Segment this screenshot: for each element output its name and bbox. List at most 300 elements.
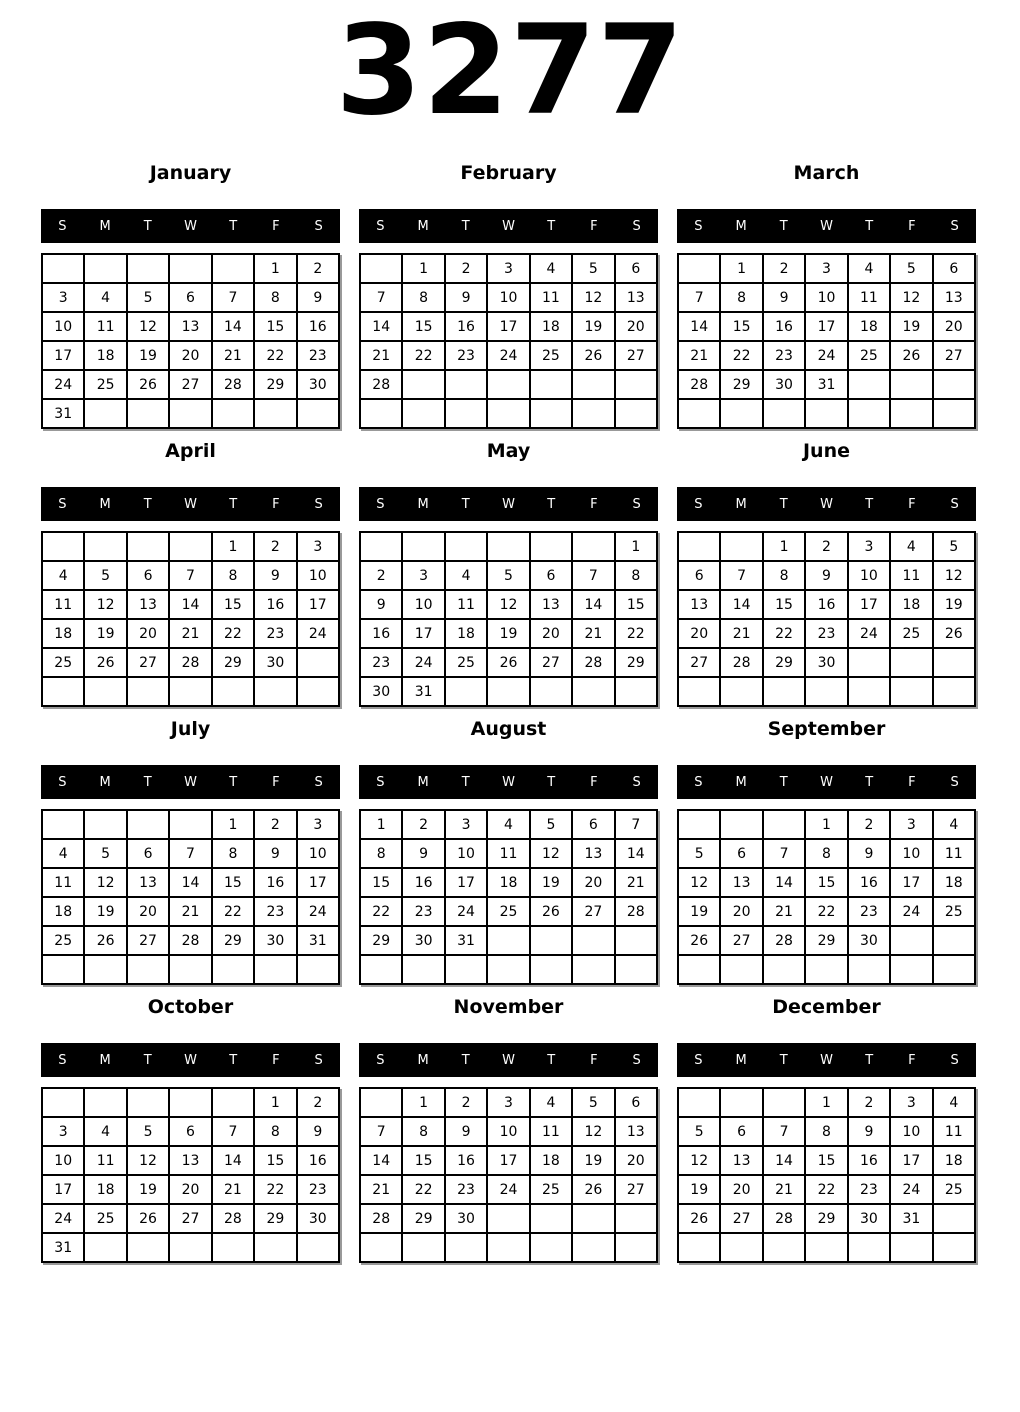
day-cell: 17	[488, 313, 528, 340]
day-cell: 8	[403, 1118, 443, 1145]
weekday-label: S	[694, 1052, 703, 1068]
day-cell: 4	[43, 562, 83, 589]
day-cell: 12	[488, 591, 528, 618]
day-cell-empty	[616, 956, 656, 983]
weekday-label: F	[908, 496, 916, 512]
day-cell: 8	[403, 284, 443, 311]
day-cell: 15	[255, 1147, 295, 1174]
day-cell: 6	[531, 562, 571, 589]
day-cell-empty	[764, 400, 804, 427]
day-cell: 20	[170, 1176, 210, 1203]
day-cell-empty	[403, 371, 443, 398]
weekday-label: T	[143, 218, 152, 234]
day-cell-empty	[531, 927, 571, 954]
day-cell: 3	[488, 255, 528, 282]
day-cell: 11	[934, 1118, 974, 1145]
month-block	[677, 996, 976, 1263]
day-cell-empty	[213, 678, 253, 705]
month-title: September	[767, 718, 886, 741]
day-cell: 20	[934, 313, 974, 340]
day-cell: 30	[849, 1205, 889, 1232]
weekday-label: T	[143, 496, 152, 512]
day-grid	[359, 1087, 658, 1263]
day-cell: 6	[128, 562, 168, 589]
weekday-label: S	[632, 1052, 641, 1068]
weekday-label: T	[779, 774, 788, 790]
day-cell-empty	[764, 956, 804, 983]
day-cell: 2	[403, 811, 443, 838]
day-cell: 10	[446, 840, 486, 867]
day-cell: 18	[85, 342, 125, 369]
day-cell: 23	[255, 620, 295, 647]
day-cell-empty	[849, 1234, 889, 1261]
day-cell: 9	[446, 284, 486, 311]
day-cell: 5	[488, 562, 528, 589]
day-cell: 14	[170, 591, 210, 618]
day-cell: 25	[531, 1176, 571, 1203]
day-grid	[359, 253, 658, 429]
weekday-label: S	[376, 1052, 385, 1068]
day-cell: 9	[255, 562, 295, 589]
weekday-label: T	[461, 496, 470, 512]
day-cell-empty	[721, 533, 761, 560]
day-cell: 14	[361, 1147, 401, 1174]
day-cell-empty	[488, 371, 528, 398]
day-cell: 3	[891, 811, 931, 838]
day-cell-empty	[934, 649, 974, 676]
day-cell: 19	[128, 342, 168, 369]
day-cell-empty	[85, 533, 125, 560]
day-cell-empty	[128, 533, 168, 560]
day-cell: 26	[679, 1205, 719, 1232]
day-cell: 16	[255, 869, 295, 896]
day-cell-empty	[361, 956, 401, 983]
day-cell: 8	[361, 840, 401, 867]
day-cell: 15	[403, 1147, 443, 1174]
day-cell: 11	[43, 591, 83, 618]
weekday-label: S	[376, 774, 385, 790]
day-cell-empty	[85, 678, 125, 705]
day-cell: 1	[255, 1089, 295, 1116]
day-cell: 29	[616, 649, 656, 676]
day-cell: 10	[849, 562, 889, 589]
day-cell: 11	[891, 562, 931, 589]
day-cell-empty	[721, 956, 761, 983]
day-cell: 27	[721, 1205, 761, 1232]
month-title: May	[486, 440, 531, 463]
day-cell: 5	[679, 1118, 719, 1145]
day-cell: 5	[85, 840, 125, 867]
day-cell-empty	[170, 1089, 210, 1116]
day-cell: 16	[403, 869, 443, 896]
weekday-header-row	[359, 209, 658, 243]
weekday-label: S	[694, 774, 703, 790]
weekday-label: S	[58, 218, 67, 234]
weekday-label: W	[502, 1052, 515, 1068]
day-cell-empty	[403, 400, 443, 427]
day-cell: 15	[806, 1147, 846, 1174]
day-cell: 3	[403, 562, 443, 589]
day-cell: 26	[128, 371, 168, 398]
day-cell-empty	[403, 1234, 443, 1261]
day-cell-empty	[446, 400, 486, 427]
day-cell: 10	[43, 1147, 83, 1174]
day-cell: 10	[298, 562, 338, 589]
months-grid	[0, 162, 1020, 1263]
day-cell: 9	[255, 840, 295, 867]
day-cell: 2	[446, 255, 486, 282]
day-cell: 23	[446, 1176, 486, 1203]
day-cell-empty	[764, 1234, 804, 1261]
day-cell: 9	[298, 1118, 338, 1145]
weekday-label: S	[58, 496, 67, 512]
day-cell-empty	[891, 956, 931, 983]
day-cell: 2	[446, 1089, 486, 1116]
day-cell: 28	[213, 1205, 253, 1232]
weekday-label: F	[908, 774, 916, 790]
month-title: December	[772, 996, 881, 1019]
weekday-label: W	[502, 218, 515, 234]
day-cell-empty	[255, 956, 295, 983]
day-cell: 18	[446, 620, 486, 647]
day-cell: 1	[806, 811, 846, 838]
day-cell: 25	[446, 649, 486, 676]
day-cell: 6	[679, 562, 719, 589]
day-cell: 31	[446, 927, 486, 954]
day-cell: 22	[403, 342, 443, 369]
day-cell-empty	[85, 255, 125, 282]
day-cell: 24	[891, 1176, 931, 1203]
day-cell: 20	[721, 1176, 761, 1203]
day-cell-empty	[488, 1234, 528, 1261]
day-cell: 11	[43, 869, 83, 896]
year-title: 3277	[335, 0, 685, 143]
day-cell: 1	[721, 255, 761, 282]
day-cell-empty	[213, 1089, 253, 1116]
day-cell-empty	[531, 1205, 571, 1232]
day-cell: 24	[849, 620, 889, 647]
day-cell: 20	[128, 898, 168, 925]
day-cell: 17	[806, 313, 846, 340]
day-cell-empty	[170, 255, 210, 282]
day-cell-empty	[531, 400, 571, 427]
day-cell-empty	[806, 678, 846, 705]
day-cell: 13	[128, 869, 168, 896]
day-cell: 7	[361, 284, 401, 311]
weekday-header-row	[359, 1043, 658, 1077]
day-cell: 25	[43, 927, 83, 954]
day-cell: 12	[891, 284, 931, 311]
day-cell: 17	[298, 869, 338, 896]
day-cell: 18	[488, 869, 528, 896]
weekday-label: M	[735, 496, 747, 512]
day-cell: 22	[361, 898, 401, 925]
day-cell-empty	[85, 956, 125, 983]
day-cell: 29	[255, 1205, 295, 1232]
day-cell-empty	[849, 678, 889, 705]
day-grid	[359, 531, 658, 707]
day-cell: 12	[531, 840, 571, 867]
day-cell: 12	[934, 562, 974, 589]
day-cell-empty	[573, 678, 613, 705]
weekday-label: F	[908, 218, 916, 234]
weekday-label: W	[184, 218, 197, 234]
day-cell-empty	[85, 1234, 125, 1261]
day-cell-empty	[531, 956, 571, 983]
day-cell: 20	[573, 869, 613, 896]
day-cell: 22	[806, 1176, 846, 1203]
day-cell: 28	[361, 371, 401, 398]
day-cell-empty	[85, 811, 125, 838]
day-cell: 12	[679, 1147, 719, 1174]
day-cell: 16	[446, 1147, 486, 1174]
day-cell: 15	[616, 591, 656, 618]
day-cell-empty	[446, 371, 486, 398]
day-cell: 26	[531, 898, 571, 925]
weekday-label: T	[779, 1052, 788, 1068]
day-cell: 22	[213, 898, 253, 925]
day-cell: 21	[361, 1176, 401, 1203]
weekday-label: F	[590, 1052, 598, 1068]
weekday-label: W	[820, 774, 833, 790]
day-cell: 10	[43, 313, 83, 340]
weekday-label: F	[590, 774, 598, 790]
day-cell: 28	[764, 1205, 804, 1232]
day-cell-empty	[170, 1234, 210, 1261]
day-cell: 21	[679, 342, 719, 369]
day-cell-empty	[616, 1234, 656, 1261]
day-cell: 1	[361, 811, 401, 838]
day-cell: 27	[170, 371, 210, 398]
day-cell-empty	[679, 811, 719, 838]
day-cell: 23	[849, 1176, 889, 1203]
day-cell: 21	[616, 869, 656, 896]
day-cell: 6	[573, 811, 613, 838]
day-cell: 2	[764, 255, 804, 282]
day-cell-empty	[128, 678, 168, 705]
weekday-label: T	[779, 218, 788, 234]
day-cell: 27	[128, 649, 168, 676]
day-cell: 14	[573, 591, 613, 618]
day-cell: 10	[806, 284, 846, 311]
day-cell: 7	[764, 840, 804, 867]
day-cell: 16	[764, 313, 804, 340]
month-block	[359, 162, 658, 429]
day-cell: 31	[43, 1234, 83, 1261]
weekday-label: T	[547, 496, 556, 512]
day-cell-empty	[43, 1089, 83, 1116]
day-cell: 14	[213, 313, 253, 340]
day-cell: 13	[128, 591, 168, 618]
day-cell: 4	[446, 562, 486, 589]
day-cell: 28	[170, 927, 210, 954]
day-cell: 18	[531, 1147, 571, 1174]
day-cell: 21	[213, 342, 253, 369]
day-cell: 3	[849, 533, 889, 560]
day-cell: 11	[446, 591, 486, 618]
day-cell: 15	[255, 313, 295, 340]
day-cell: 25	[85, 1205, 125, 1232]
day-cell: 19	[573, 313, 613, 340]
day-cell: 6	[616, 1089, 656, 1116]
day-cell: 18	[531, 313, 571, 340]
day-cell-empty	[531, 678, 571, 705]
day-cell: 17	[488, 1147, 528, 1174]
day-cell: 29	[213, 649, 253, 676]
day-cell: 27	[679, 649, 719, 676]
day-cell-empty	[764, 1089, 804, 1116]
day-cell: 27	[128, 927, 168, 954]
weekday-label: F	[272, 496, 280, 512]
day-cell: 13	[679, 591, 719, 618]
day-cell-empty	[488, 927, 528, 954]
day-cell: 25	[891, 620, 931, 647]
day-cell: 30	[298, 1205, 338, 1232]
day-cell-empty	[891, 678, 931, 705]
weekday-label: S	[376, 218, 385, 234]
weekday-label: T	[865, 774, 874, 790]
day-cell: 29	[403, 1205, 443, 1232]
day-cell: 19	[531, 869, 571, 896]
day-cell-empty	[531, 1234, 571, 1261]
day-cell: 2	[361, 562, 401, 589]
day-cell-empty	[806, 956, 846, 983]
weekday-label: M	[735, 218, 747, 234]
month-title: February	[460, 162, 557, 185]
day-cell-empty	[764, 811, 804, 838]
day-cell: 10	[298, 840, 338, 867]
weekday-label: M	[417, 218, 429, 234]
day-cell-empty	[679, 1089, 719, 1116]
day-cell: 19	[85, 898, 125, 925]
day-cell-empty	[721, 678, 761, 705]
day-cell: 18	[934, 1147, 974, 1174]
day-cell-empty	[806, 400, 846, 427]
day-cell: 28	[721, 649, 761, 676]
day-cell: 2	[849, 811, 889, 838]
day-cell: 23	[446, 342, 486, 369]
day-cell: 2	[255, 811, 295, 838]
day-cell: 24	[298, 898, 338, 925]
day-cell: 2	[298, 1089, 338, 1116]
day-cell-empty	[170, 811, 210, 838]
day-cell-empty	[255, 400, 295, 427]
day-cell: 16	[255, 591, 295, 618]
day-cell: 24	[488, 342, 528, 369]
weekday-label: F	[908, 1052, 916, 1068]
day-cell: 28	[679, 371, 719, 398]
day-cell: 3	[43, 1118, 83, 1145]
day-cell: 4	[43, 840, 83, 867]
weekday-label: T	[547, 218, 556, 234]
day-cell: 4	[85, 1118, 125, 1145]
weekday-label: T	[865, 1052, 874, 1068]
day-cell: 11	[531, 1118, 571, 1145]
day-cell: 5	[128, 284, 168, 311]
day-cell-empty	[43, 956, 83, 983]
day-cell: 28	[170, 649, 210, 676]
day-cell-empty	[298, 678, 338, 705]
day-cell: 9	[298, 284, 338, 311]
day-cell-empty	[679, 678, 719, 705]
day-cell: 10	[488, 284, 528, 311]
day-cell: 26	[85, 927, 125, 954]
month-block	[41, 440, 340, 707]
day-cell: 4	[531, 1089, 571, 1116]
day-cell: 10	[891, 840, 931, 867]
day-cell: 17	[891, 1147, 931, 1174]
day-grid	[41, 253, 340, 429]
day-cell: 8	[255, 284, 295, 311]
day-cell: 31	[298, 927, 338, 954]
day-cell: 30	[446, 1205, 486, 1232]
weekday-label: T	[461, 1052, 470, 1068]
day-cell: 25	[488, 898, 528, 925]
day-cell: 13	[934, 284, 974, 311]
day-cell: 8	[806, 1118, 846, 1145]
day-cell: 10	[891, 1118, 931, 1145]
day-cell-empty	[255, 678, 295, 705]
day-cell-empty	[361, 400, 401, 427]
day-cell: 2	[806, 533, 846, 560]
weekday-label: W	[820, 1052, 833, 1068]
weekday-label: S	[694, 218, 703, 234]
day-cell: 22	[403, 1176, 443, 1203]
day-cell-empty	[573, 400, 613, 427]
day-cell: 9	[361, 591, 401, 618]
day-cell-empty	[213, 1234, 253, 1261]
day-cell: 28	[361, 1205, 401, 1232]
day-grid	[677, 809, 976, 985]
weekday-label: S	[314, 774, 323, 790]
day-cell-empty	[361, 255, 401, 282]
day-cell: 16	[806, 591, 846, 618]
day-cell: 15	[806, 869, 846, 896]
weekday-label: S	[376, 496, 385, 512]
day-cell: 3	[43, 284, 83, 311]
day-cell: 21	[764, 1176, 804, 1203]
day-cell-empty	[679, 400, 719, 427]
day-cell: 13	[616, 1118, 656, 1145]
day-cell: 13	[721, 1147, 761, 1174]
day-cell-empty	[128, 956, 168, 983]
day-cell: 27	[616, 1176, 656, 1203]
day-cell: 4	[934, 811, 974, 838]
day-cell: 17	[43, 342, 83, 369]
day-cell-empty	[934, 400, 974, 427]
day-cell-empty	[934, 371, 974, 398]
day-cell: 14	[764, 1147, 804, 1174]
weekday-header-row	[677, 487, 976, 521]
day-cell: 5	[934, 533, 974, 560]
day-cell: 18	[85, 1176, 125, 1203]
day-cell: 26	[128, 1205, 168, 1232]
month-title: June	[802, 440, 850, 463]
day-cell-empty	[298, 956, 338, 983]
day-cell-empty	[488, 956, 528, 983]
weekday-label: S	[58, 1052, 67, 1068]
weekday-label: M	[417, 1052, 429, 1068]
day-cell: 5	[531, 811, 571, 838]
day-cell: 6	[721, 1118, 761, 1145]
day-grid	[359, 809, 658, 985]
day-cell: 23	[764, 342, 804, 369]
day-cell: 9	[849, 840, 889, 867]
day-cell: 20	[679, 620, 719, 647]
day-cell: 29	[721, 371, 761, 398]
weekday-label: S	[314, 1052, 323, 1068]
day-cell: 7	[361, 1118, 401, 1145]
